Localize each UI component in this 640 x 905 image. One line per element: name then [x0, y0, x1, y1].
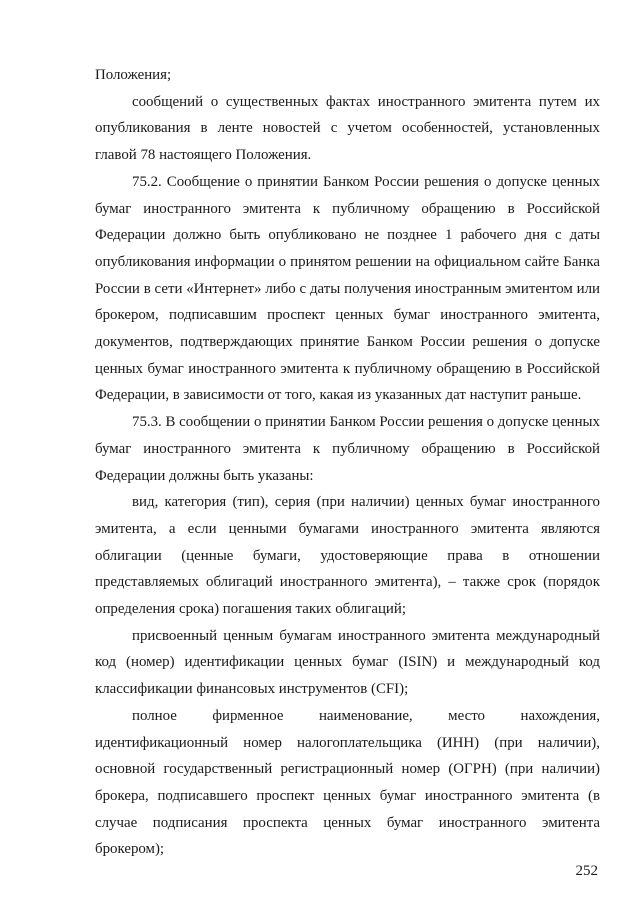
list-item-broker-details: полное фирменное наименование, место нахождения, идентификационный номер налогоплательщика (ИНН) (при наличии), основной государственный регистрационный номер (ОГРН) (при наличии) брокера, подписавшего проспект ценных бумаг иностранного эмитента (в случае подписания проспекта ценных бумаг иностранного эмитента брокером); [95, 707, 600, 858]
paragraph-continuation: Положения; [95, 67, 172, 83]
paragraph-75-2: 75.2. Сообщение о принятии Банком России решения о допуске ценных бумаг иностранного эмитента к публичному обращению в Российской Федерации должно быть опубликовано не позднее 1 рабочего дня с даты опубликования информации о принятом решении на официальном сайте Банка России в сети «Интернет» либо с даты получения иностранным эмитентом или брокером, подписавшим проспект ценных бумаг иностранного эмитента, документов, подтверждающих принятие Банком России решения о допуске ценных бумаг иностранного эмитента к публичному обращению в Российской Федерации, в зависимости от того, какая из указанных дат наступит раньше. [95, 173, 600, 404]
document-body [95, 62, 600, 863]
list-item-security-type: вид, категория (тип), серия (при наличии) ценных бумаг иностранного эмитента, а если ценными бумагами иностранного эмитента являются облигации (ценные бумаги, удостоверяющие права в отношении представляемых облигаций иностранного эмитента), – также срок (порядок определения срока) погашения таких облигаций; [95, 494, 600, 618]
list-item-isin-cfi: присвоенный ценным бумагам иностранного эмитента международный код (номер) идентификации ценных бумаг (ISIN) и международный код классификации финансовых инструментов (CFI); [95, 627, 600, 698]
paragraph-material-facts: сообщений о существенных фактах иностранного эмитента путем их опубликования в ленте новостей с учетом особенностей, установленных главой 78 настоящего Положения. [95, 93, 600, 164]
paragraph-75-3: 75.3. В сообщении о принятии Банком России решения о допуске ценных бумаг иностранного эмитента к публичному обращению в Российской Федерации должны быть указаны: [95, 414, 601, 484]
page-number: 252 [575, 863, 598, 879]
